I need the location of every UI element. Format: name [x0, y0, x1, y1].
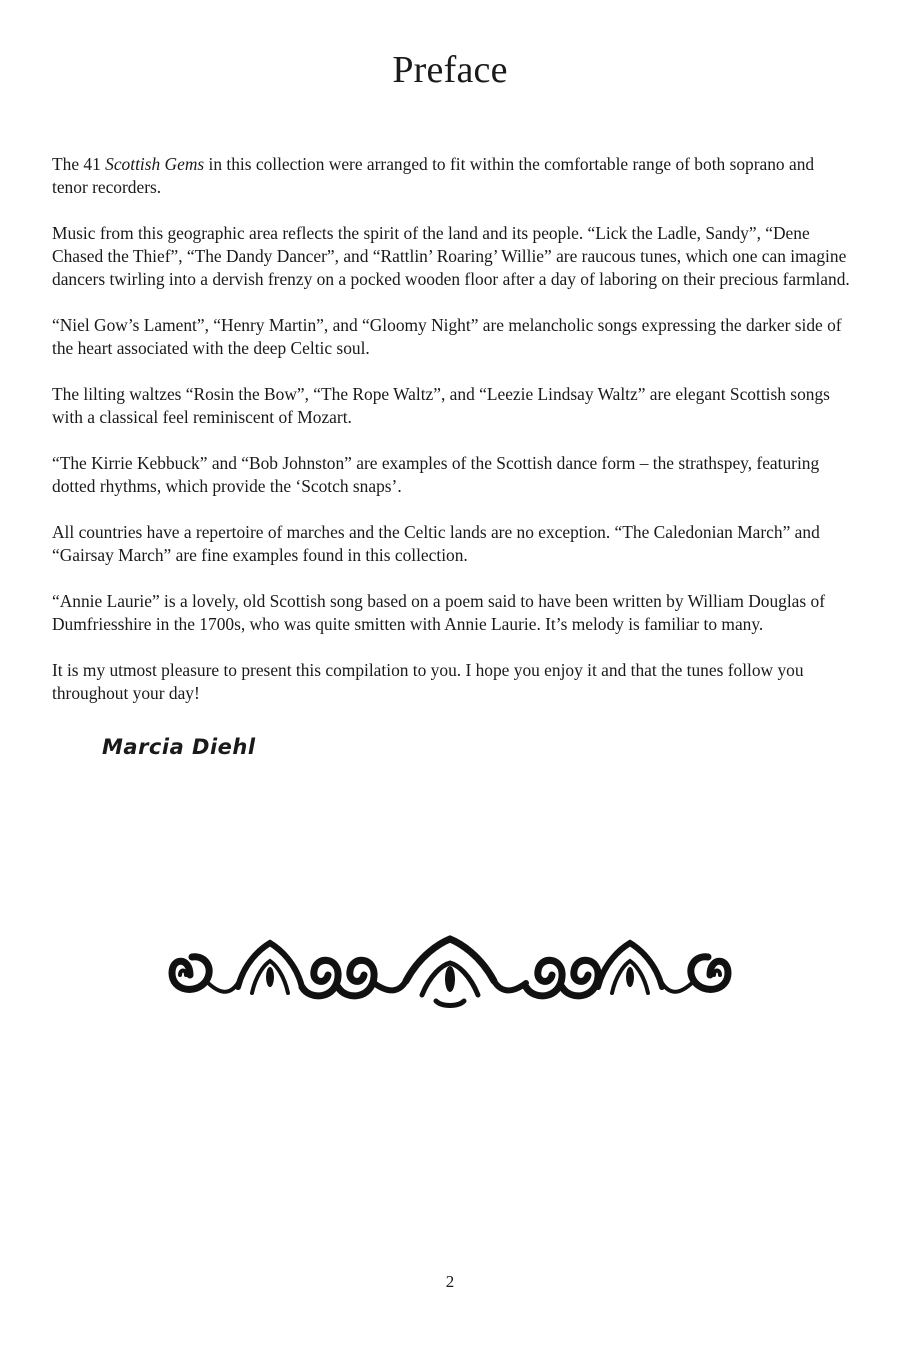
celtic-ornament-divider — [160, 935, 740, 1015]
paragraph-intro — [52, 153, 852, 199]
spiral-icon — [172, 957, 209, 990]
preface-body — [52, 153, 852, 728]
author-signature: Marcia Diehl — [102, 735, 256, 759]
page-title: Preface — [392, 49, 508, 91]
paragraph-marches: All countries have a repertoire of marches and the Celtic lands are no exception. “The Caledonian March” and “Gairsay March” are fine examples found in this collection. — [52, 522, 820, 565]
spiral-icon — [338, 960, 374, 996]
paragraph-intro-start: The 41 — [52, 154, 106, 174]
paragraph-raucous-tunes: Music from this geographic area reflects the spirit of the land and its people. “Lick the Ladle, Sandy”, “Dene Chased the Thief”, “The Dandy Dancer”, and “Rattlin’ Roaring’ Willie” are raucous tunes, which one can imagine dancers twirling into a dervish frenzy on a pocked wooden floor after a day of laboring on their precious farmland. — [52, 223, 850, 289]
spiral-icon — [302, 960, 338, 996]
paragraph-annie-laurie: “Annie Laurie” is a lovely, old Scottish song based on a poem said to have been written by William Douglas of Dumfriesshire in the 1700s, who was quite smitten with Annie Laurie. It’s melody is familiar to many. — [52, 591, 826, 634]
paragraph-intro-end: in this collection were arranged to fit within the comfortable range of both soprano and tenor recorders. — [52, 154, 815, 197]
paragraph-closing: It is my utmost pleasure to present this compilation to you. I hope you enjoy it and that the tunes follow you throughout your day! — [52, 660, 804, 703]
paragraph-waltzes: The lilting waltzes “Rosin the Bow”, “The Rope Waltz”, and “Leezie Lindsay Waltz” are elegant Scottish songs with a classical feel reminiscent of Mozart. — [52, 384, 830, 427]
spiral-icon — [526, 960, 562, 996]
spiral-icon — [562, 960, 598, 996]
collection-title-emphasis: Scottish Gems — [105, 154, 205, 174]
spiral-icon — [691, 957, 728, 990]
paragraph-melancholic-songs: “Niel Gow’s Lament”, “Henry Martin”, and “Gloomy Night” are melancholic songs expressing the darker side of the heart associated with the deep Celtic soul. — [52, 315, 842, 358]
paragraph-strathspey: “The Kirrie Kebbuck” and “Bob Johnston” are examples of the Scottish dance form – the strathspey, featuring dotted rhythms, which provide the ‘Scotch snaps’. — [52, 453, 820, 496]
page-number: 2 — [445, 1272, 455, 1291]
